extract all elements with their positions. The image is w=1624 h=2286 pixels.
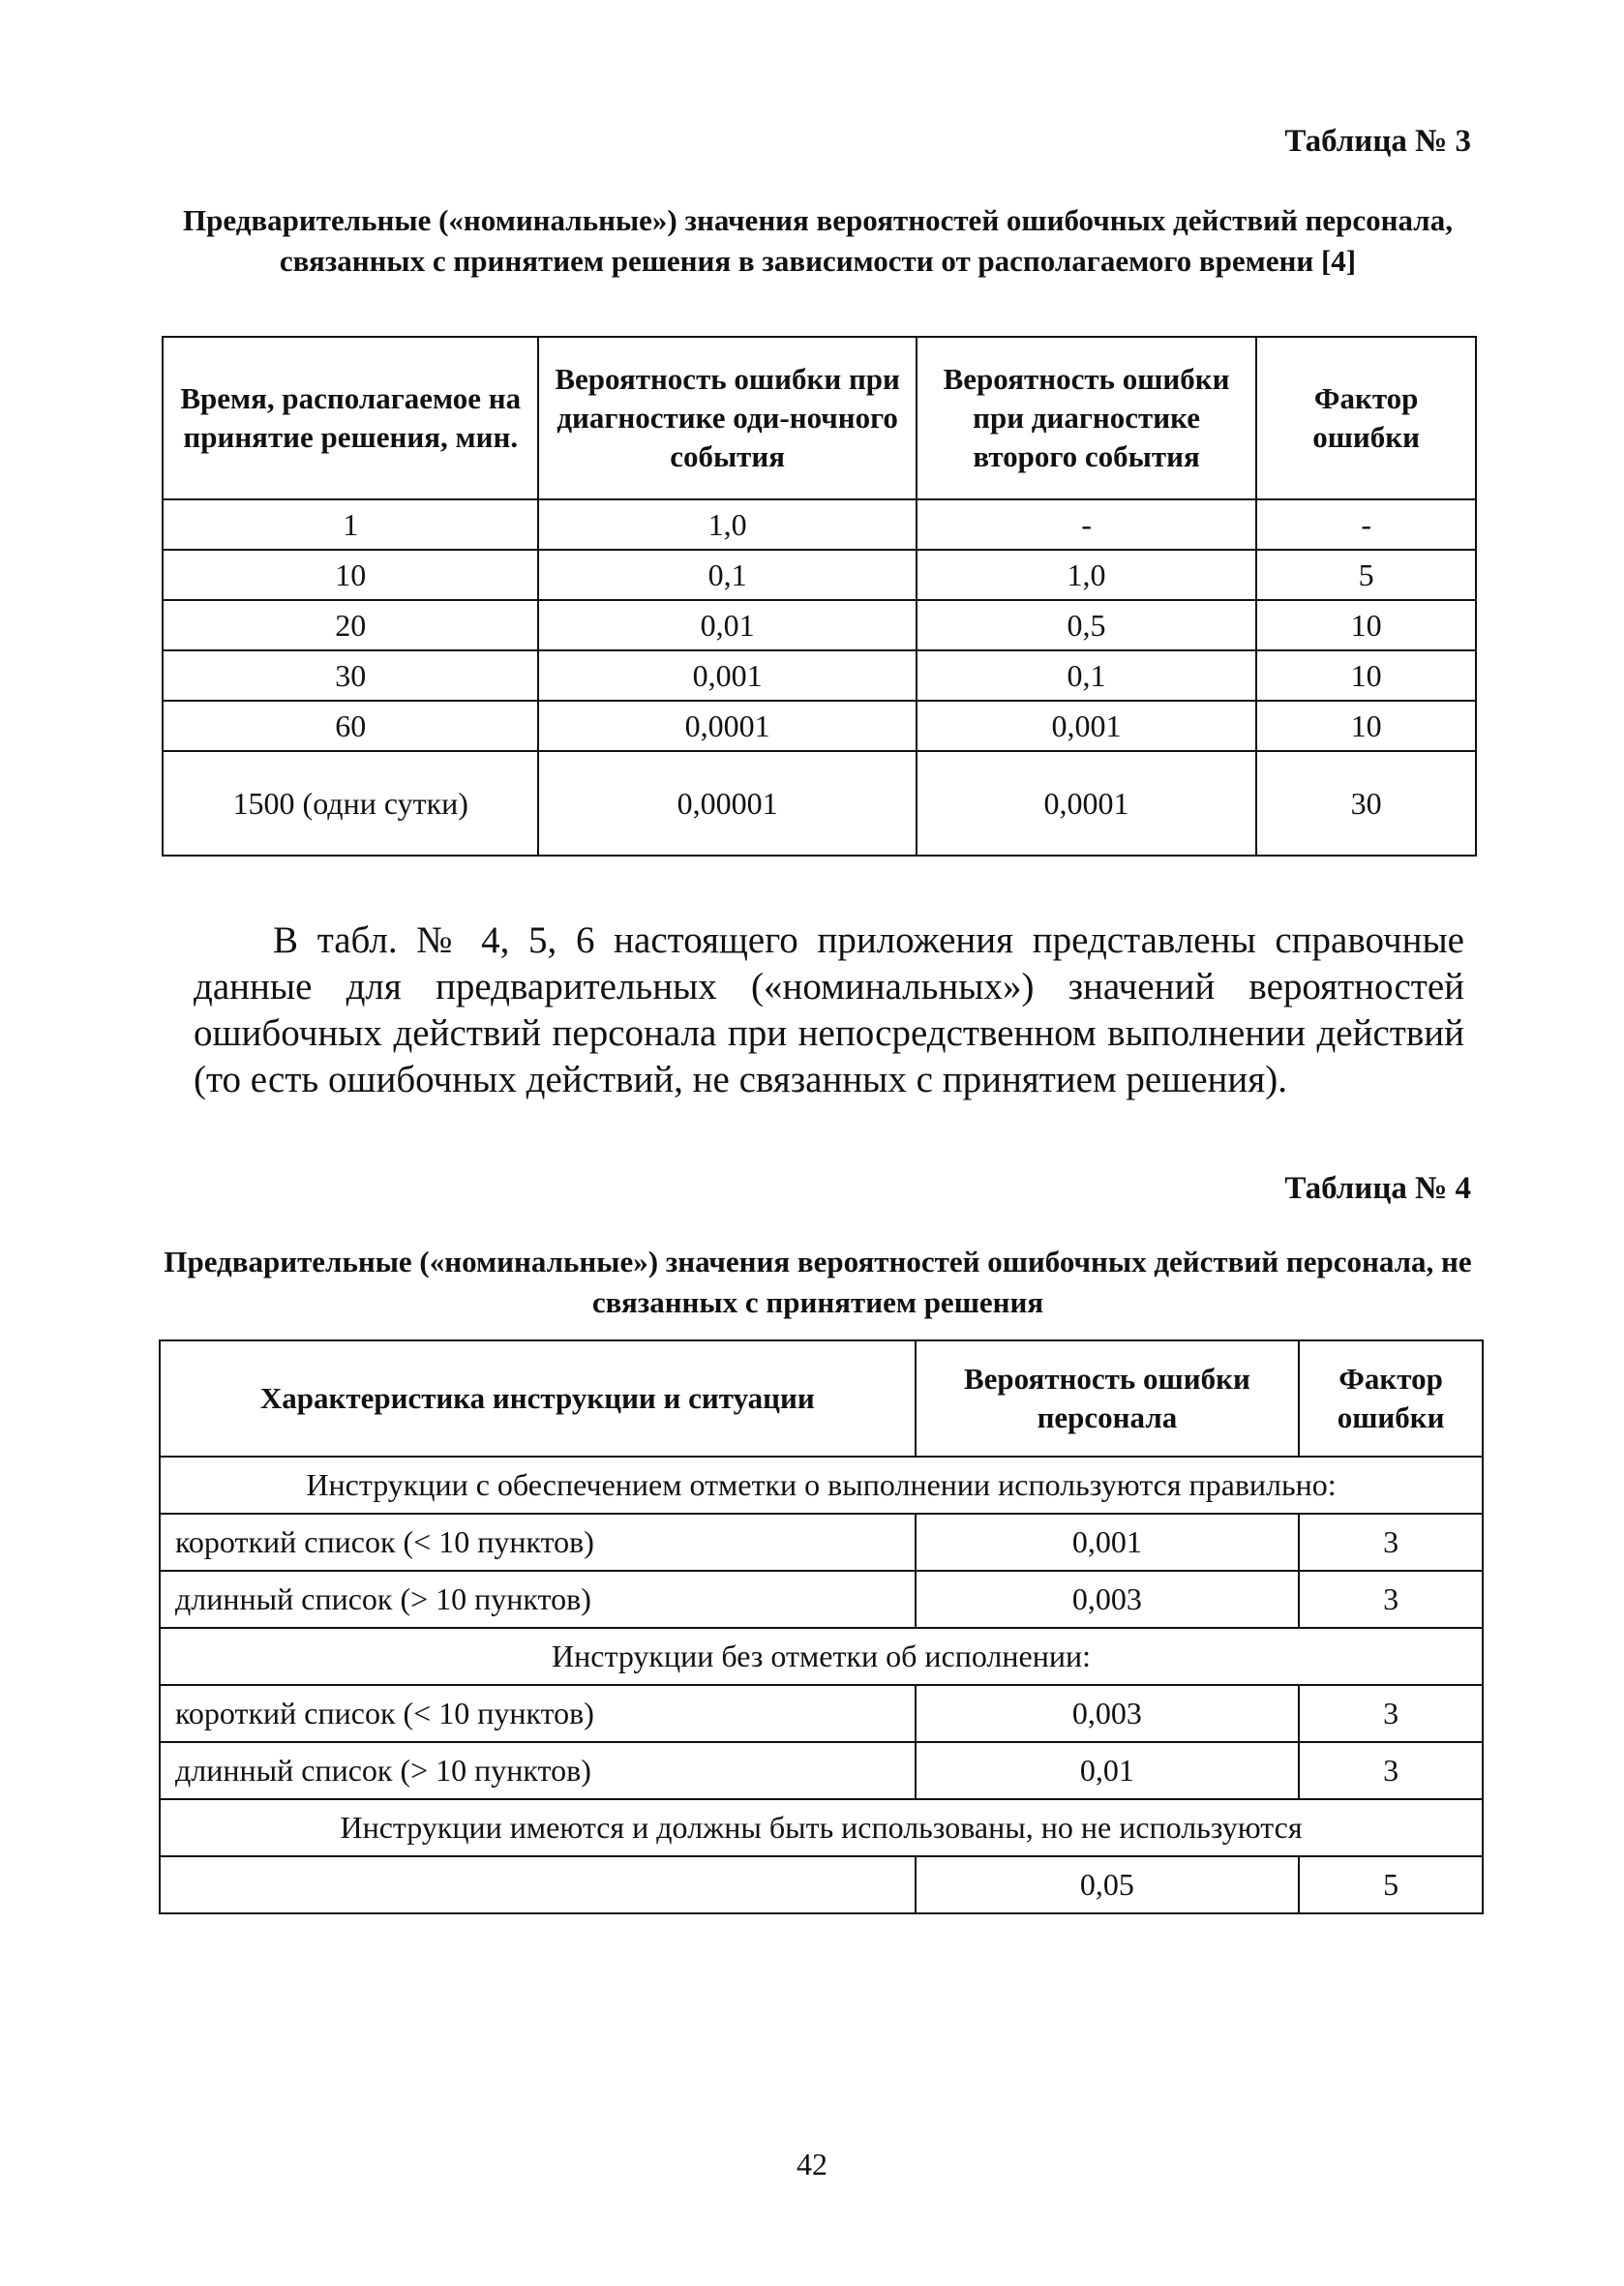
table4-header-cell: Характеристика инструкции и ситуации [160, 1340, 916, 1457]
table-cell: 20 [163, 600, 538, 650]
table-cell: 10 [1256, 701, 1476, 751]
table3-header-row [163, 337, 1476, 499]
table-row [160, 1571, 1483, 1628]
table-cell: 0,001 [538, 650, 916, 701]
table-cell: 0,5 [917, 600, 1256, 650]
table-cell: 1 [163, 499, 538, 550]
table4-label: Таблица № 4 [1284, 1171, 1471, 1206]
table-cell: 3 [1299, 1685, 1483, 1742]
table-cell: 0,003 [916, 1571, 1299, 1628]
table4-header-cell: Фактор ошибки [1299, 1340, 1483, 1457]
table4-section-row [160, 1628, 1483, 1685]
table3-header-cell: Время, располагаемое на принятие решения, мин. [163, 337, 538, 499]
table-row [163, 600, 1476, 650]
table-row [160, 1742, 1483, 1799]
table-row [163, 499, 1476, 550]
table-cell [160, 1856, 916, 1913]
table3-label: Таблица № 3 [1284, 124, 1471, 159]
table-cell: 3 [1299, 1742, 1483, 1799]
table4-title: Предварительные («номинальные») значения вероятностей ошибочных действий персонала, не связанных с принятием решения [164, 1245, 1472, 1319]
table-row [163, 650, 1476, 701]
section-heading: Инструкции имеются и должны быть использованы, но не используются [160, 1799, 1483, 1856]
table-cell: 0,05 [916, 1856, 1299, 1913]
table4-header-row [160, 1340, 1483, 1457]
table-cell: длинный список (> 10 пунктов) [160, 1742, 916, 1799]
table-cell: 0,00001 [538, 751, 916, 856]
table-cell: 10 [163, 550, 538, 600]
table4-header-cell: Вероятность ошибки персонала [916, 1340, 1299, 1457]
table-cell: 0,01 [538, 600, 916, 650]
table-cell: 30 [1256, 751, 1476, 856]
table3-header-cell: Фактор ошибки [1256, 337, 1476, 499]
table-cell: 5 [1256, 550, 1476, 600]
table4-section-row [160, 1799, 1483, 1856]
table-cell: короткий список (< 10 пунктов) [160, 1514, 916, 1571]
table-row [160, 1856, 1483, 1913]
table-cell: 0,1 [538, 550, 916, 600]
table-cell: - [917, 499, 1256, 550]
table4 [159, 1339, 1484, 1914]
table-row [163, 550, 1476, 600]
table-row [160, 1514, 1483, 1571]
page-number: 42 [797, 2147, 827, 2181]
table3 [162, 336, 1477, 857]
table-cell: 1500 (одни сутки) [163, 751, 538, 856]
table-cell: 10 [1256, 650, 1476, 701]
table-cell: длинный список (> 10 пунктов) [160, 1571, 916, 1628]
table-cell: 0,0001 [917, 751, 1256, 856]
table-cell: 3 [1299, 1514, 1483, 1571]
table-cell: 3 [1299, 1571, 1483, 1628]
table-cell: 0,01 [916, 1742, 1299, 1799]
table-cell: 5 [1299, 1856, 1483, 1913]
section-heading: Инструкции с обеспечением отметки о выполнении используются правильно: [160, 1457, 1483, 1514]
table-row [160, 1685, 1483, 1742]
table-cell: 0,1 [917, 650, 1256, 701]
table-cell: 0,0001 [538, 701, 916, 751]
table-cell: короткий список (< 10 пунктов) [160, 1685, 916, 1742]
table-cell: 0,001 [916, 1514, 1299, 1571]
table-cell: - [1256, 499, 1476, 550]
table4-section-row [160, 1457, 1483, 1514]
body-paragraph [194, 917, 1464, 1103]
table3-title: Предварительные («номинальные») значения вероятностей ошибочных действий персонала, связанных с принятием решения в зависимости от располагаемого времени [4] [183, 203, 1453, 278]
table-cell: 1,0 [917, 550, 1256, 600]
table-row [163, 751, 1476, 856]
table3-header-cell: Вероятность ошибки при диагностике второго события [917, 337, 1256, 499]
table-cell: 30 [163, 650, 538, 701]
table-cell: 0,003 [916, 1685, 1299, 1742]
body-paragraph-text: В табл. № 4, 5, 6 настоящего приложения представлены справочные данные для предварительных («номинальных») значений вероятностей ошибочных действий персонала при непосредственном выполнении действий (то есть ошибочных действий, не связанных с принятием решения). [194, 919, 1464, 1100]
table-cell: 10 [1256, 600, 1476, 650]
table-cell: 0,001 [917, 701, 1256, 751]
table-cell: 60 [163, 701, 538, 751]
section-heading: Инструкции без отметки об исполнении: [160, 1628, 1483, 1685]
table3-header-cell: Вероятность ошибки при диагностике оди-ночного события [538, 337, 916, 499]
table-cell: 1,0 [538, 499, 916, 550]
table-row [163, 701, 1476, 751]
